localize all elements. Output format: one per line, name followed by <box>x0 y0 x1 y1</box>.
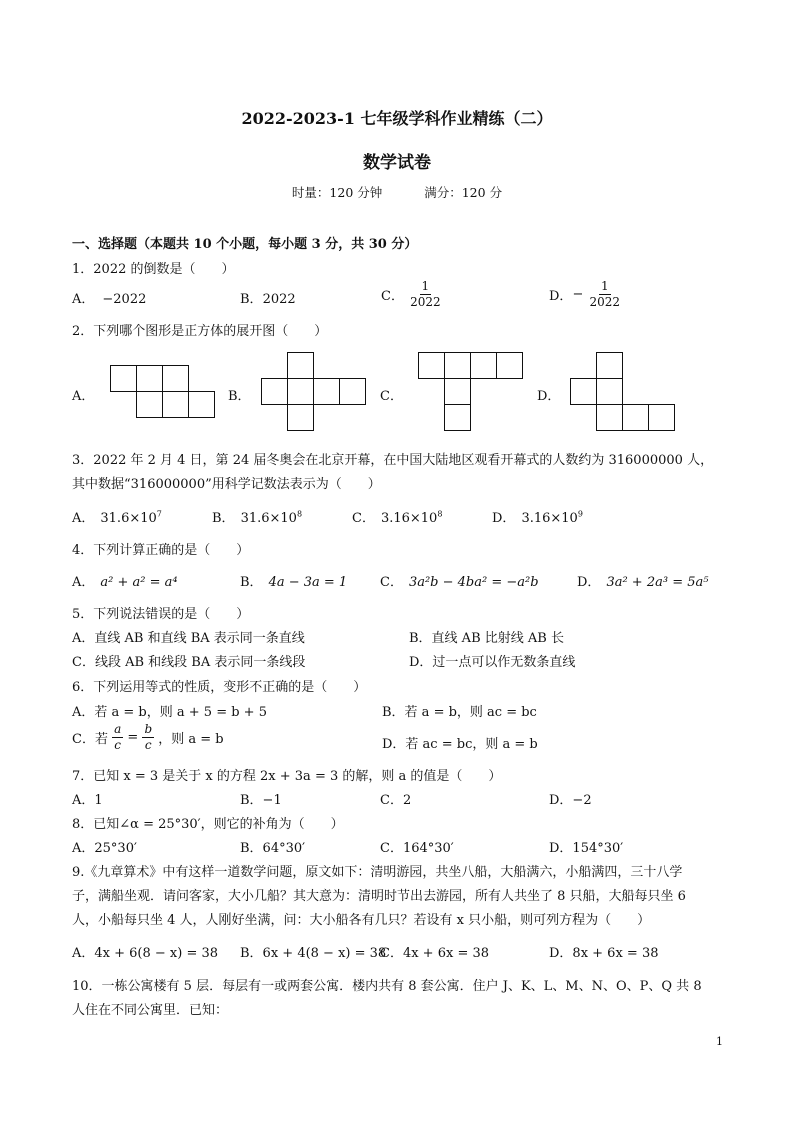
q3-option-c: C． $3.16\times 10^8$ <box>352 509 443 526</box>
q2-option-b-label: B． <box>228 389 251 404</box>
q7-option-c: C．2 <box>380 793 412 808</box>
q5-option-a: A．直线 AB 和直线 BA 表示同一条直线 <box>72 631 305 646</box>
question-3-line1: 3．2022 年 2 月 4 日，第 24 届冬奥会在北京开幕，在中国大陆地区观看开幕式的人数约为 316000000 人， <box>72 453 714 468</box>
question-9-line3: 人，小船每只坐 4 人，人刚好坐满，问：大小船各有几只？若设有 x 只小船，则可列方程为（ ） <box>72 913 651 928</box>
q2-option-d-label: D． <box>537 389 561 404</box>
question-1-stem: 1．2022 的倒数是（ ） <box>72 262 235 277</box>
question-8-stem: 8．已知∠α = 25°30′，则它的补角为（ ） <box>72 817 344 832</box>
q1-c-fraction: $\frac{1}{2022}$ <box>410 279 441 309</box>
question-7-stem: 7．已知 x = 3 是关于 x 的方程 2x + 3a = 3 的解，则 a 的值是（ ） <box>72 769 502 784</box>
q7-option-a: A．1 <box>72 793 103 808</box>
q9-option-d: D．8x + 6x = 38 <box>549 946 659 961</box>
question-9-line2: 子，满船坐观．请问客家，大小几船？其大意为：清明时节出去游园，所有人共坐了 8 只船，大船每只坐 6 <box>72 889 686 904</box>
q8-option-a: A．25°30′ <box>72 841 137 856</box>
exam-meta <box>0 183 794 201</box>
question-4-stem: 4．下列计算正确的是（ ） <box>72 543 250 558</box>
q6-option-d: D．若 ac = bc，则 a = b <box>382 737 538 752</box>
question-3-line2: 其中数据“316000000”用科学记数法表示为（ ） <box>72 477 381 492</box>
q6-c-fraction-2: $\frac{b}{c}$ <box>144 722 153 752</box>
question-5-stem: 5．下列说法错误的是（ ） <box>72 607 250 622</box>
question-6-stem: 6．下列运用等式的性质，变形不正确的是（ ） <box>72 680 367 695</box>
page-number: 1 <box>716 1035 723 1048</box>
q1-option-c: C． $\frac{1}{2022}$ <box>381 279 441 309</box>
exam-subtitle: 数学试卷 <box>363 153 431 173</box>
q3-option-d: D． $3.16\times 10^9$ <box>492 509 583 526</box>
question-9-line1: 9.《九章算术》中有这样一道数学问题，原文如下：清明游园，共坐八船，大船满六，小船满四，三十八学 <box>72 865 683 880</box>
q7-option-b: B．−1 <box>240 793 282 808</box>
q5-option-d: D．过一点可以作无数条直线 <box>409 655 576 670</box>
q4-option-a: A． a² + a² = a⁴ <box>72 575 178 590</box>
question-2-stem: 2．下列哪个图形是正方体的展开图（ ） <box>72 324 328 339</box>
q2-net-b <box>261 352 369 433</box>
q6-option-b: B．若 a = b，则 ac = bc <box>382 705 537 720</box>
q1-option-d: D．− $\frac{1}{2022}$ <box>549 279 621 309</box>
q2-option-a-label: A． <box>72 389 95 404</box>
q8-option-b: B．64°30′ <box>240 841 306 856</box>
q5-option-b: B．直线 AB 比射线 AB 长 <box>409 631 564 646</box>
exam-score: 满分：120 分 <box>424 185 503 200</box>
q7-option-d: D．−2 <box>549 793 592 808</box>
q8-option-d: D．154°30′ <box>549 841 624 856</box>
section-heading: 一、选择题（本题共 10 个小题，每小题 3 分，共 30 分） <box>72 237 418 252</box>
q9-option-b: B．6x + 4(8 − x) = 38 <box>240 946 387 961</box>
q1-d-fraction: $\frac{1}{2022}$ <box>589 279 621 309</box>
q3-option-a: A． $31.6\times 10^7$ <box>72 509 162 526</box>
q3-option-b: B． $31.6\times 10^8$ <box>212 509 303 526</box>
q2-net-a <box>110 365 218 419</box>
q9-option-c: C．4x + 6x = 38 <box>380 946 490 961</box>
q8-option-c: C．164°30′ <box>380 841 454 856</box>
q9-option-a: A．4x + 6(8 − x) = 38 <box>72 946 219 961</box>
q1-option-a: A． −2022 <box>72 292 147 307</box>
exam-time: 时量：120 分钟 <box>291 185 383 200</box>
question-10-line1: 10．一栋公寓楼有 5 层．每层有一或两套公寓．楼内共有 8 套公寓．住户 J、K、L、M、N、O、P、Q 共 8 <box>72 979 702 994</box>
q4-option-c: C． 3a²b − 4ba² = −a²b <box>380 575 539 590</box>
q6-c-fraction-1: $\frac{a}{c}$ <box>114 722 122 752</box>
q1-option-b: B．2022 <box>240 292 296 307</box>
q5-option-c: C．线段 AB 和线段 BA 表示同一条线段 <box>72 655 306 670</box>
q2-option-c-label: C． <box>380 389 403 404</box>
exam-title: 2022-2023-1 七年级学科作业精练（二） <box>241 109 553 128</box>
q2-net-c <box>418 352 526 433</box>
q2-net-d <box>570 352 678 433</box>
q4-option-b: B． 4a − 3a = 1 <box>240 575 348 590</box>
question-10-line2: 人住在不同公寓里．已知： <box>72 1003 229 1018</box>
q4-option-d: D． 3a² + 2a³ = 5a⁵ <box>577 575 709 590</box>
q6-option-a: A．若 a = b，则 a + 5 = b + 5 <box>72 705 267 720</box>
q6-option-c: C．若 $\frac{a}{c}$ = $\frac{b}{c}$ ，则 a = b <box>72 722 224 752</box>
